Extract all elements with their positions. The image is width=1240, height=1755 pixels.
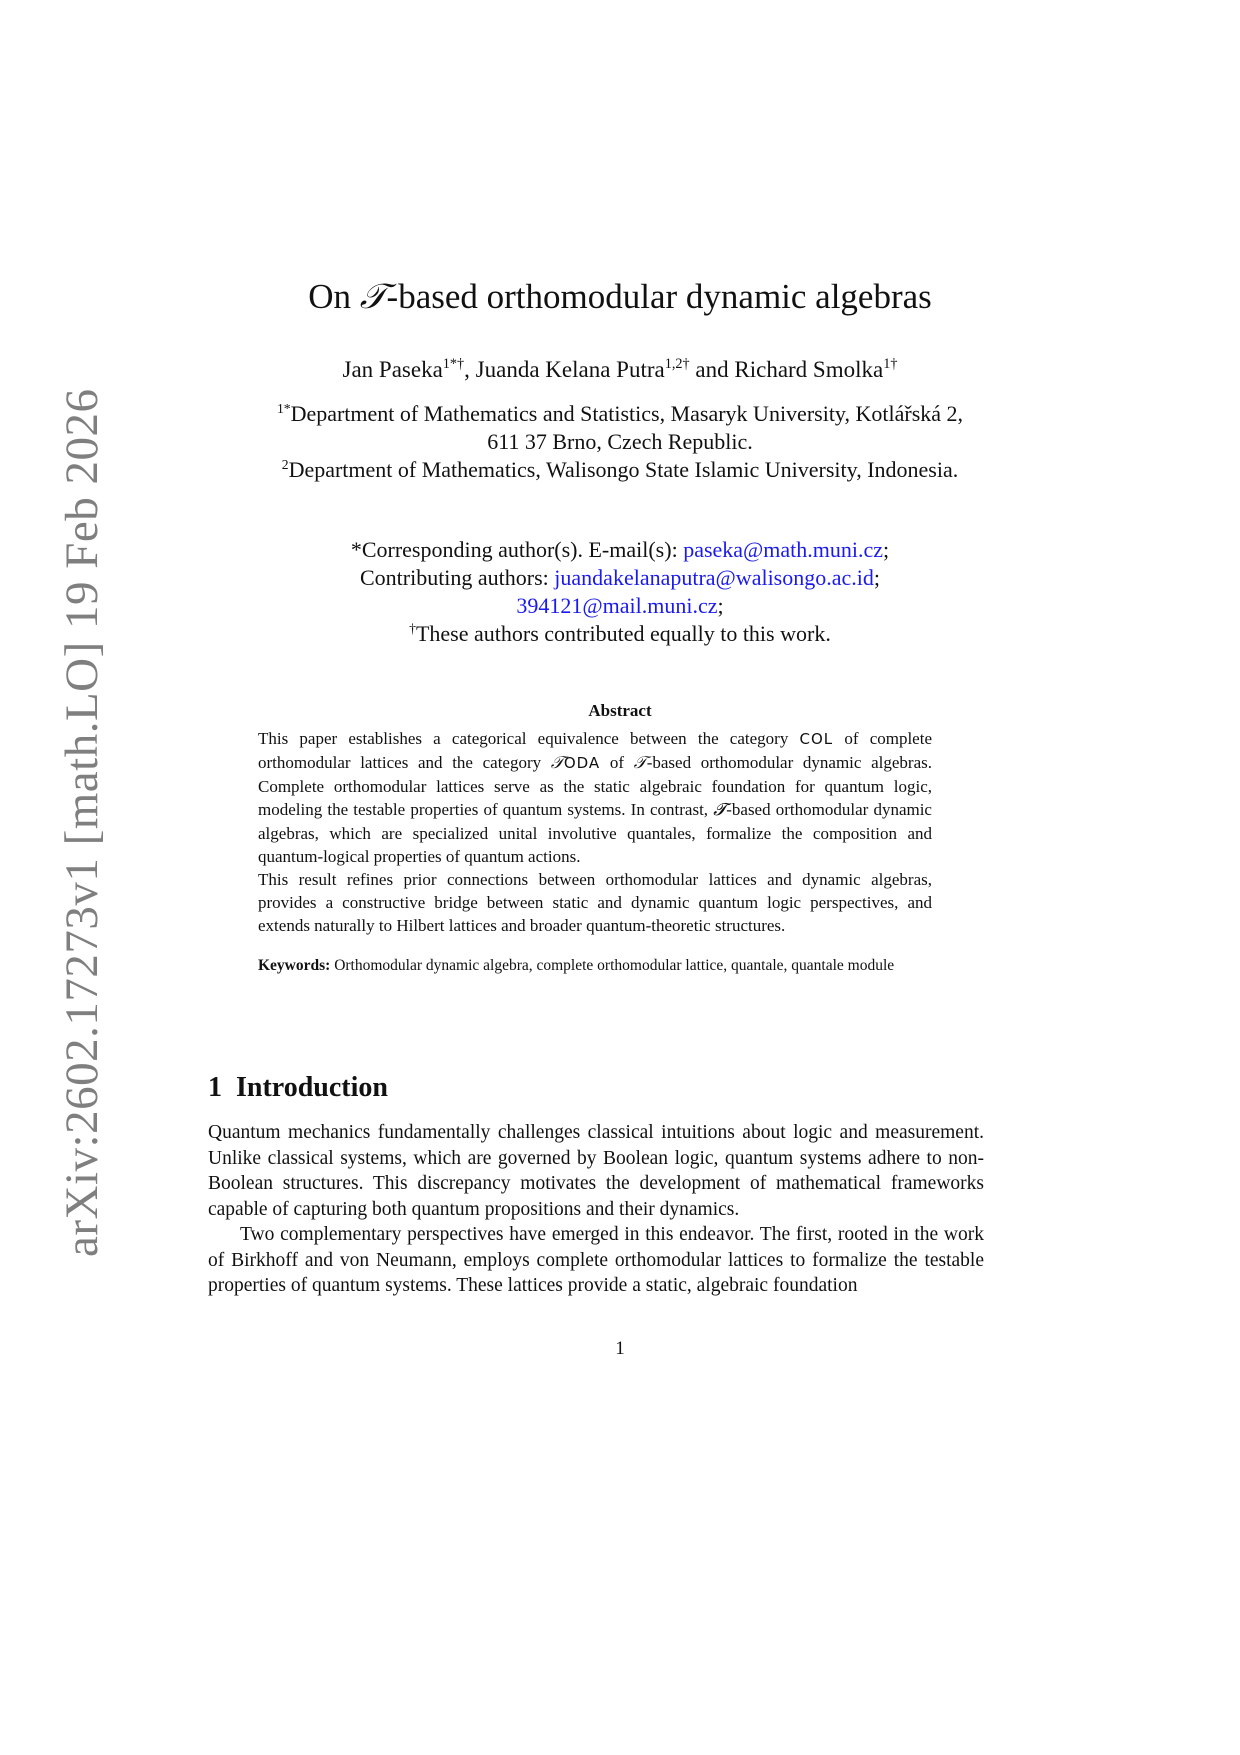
dagger-mark: † [409, 620, 416, 636]
author-list [200, 355, 1040, 385]
affiliation-line: 611 37 Brno, Czech Republic. [487, 429, 753, 454]
author-affiliation-mark: 1,2† [664, 356, 690, 373]
author-name: Juanda Kelana Putra [475, 357, 665, 382]
t-bold-symbol: 𝓣 [713, 800, 727, 820]
separator: ; [883, 537, 890, 562]
category-col-symbol: COL [799, 730, 834, 748]
contributing-email-link[interactable]: juandakelanaputra@walisongo.ac.id [554, 565, 874, 590]
author-separator: , [464, 357, 476, 382]
category-oda-symbol: ODA [563, 754, 601, 772]
correspondence-block [200, 536, 1040, 648]
title-suffix: -based orthomodular dynamic algebras [386, 277, 932, 316]
affiliation-mark: 2 [281, 456, 289, 472]
affiliation-line: Department of Mathematics and Statistics, Masaryk University, Kotlářská 2, [290, 401, 964, 426]
keywords [258, 955, 932, 976]
title-prefix: On [308, 277, 360, 316]
affiliations [200, 400, 1040, 484]
keywords-label: Keywords: [258, 957, 331, 974]
abstract-text: -based orthomodular dynamic algebras, which are specialized unital involutive quantales, formalize the composition and quantum-logical properties of quantum actions. [258, 800, 932, 866]
section-heading [208, 1070, 388, 1106]
arxiv-identifier-stamp: arXiv:2602.17273v1 [math.LO] 19 Feb 2026 [56, 388, 108, 1257]
title-symbol: 𝒯 [359, 277, 387, 317]
abstract-text: of complete orthomodular lattices and the category [258, 729, 932, 772]
separator: ; [717, 593, 724, 618]
equal-contribution-note [200, 620, 1040, 648]
author-affiliation-mark: 1*† [442, 356, 465, 373]
keywords-text: Orthomodular dynamic algebra, complete orthomodular lattice, quantale, quantale module [330, 957, 895, 974]
author-name: Jan Paseka [342, 357, 443, 382]
author-affiliation-mark: 1† [883, 356, 898, 373]
abstract-text: -based orthomodular dynamic algebras. Complete orthomodular lattices serve as the static algebraic foundation for quantum logic, modeling the testable properties of quantum systems. In contrast, [258, 753, 932, 819]
corresponding-author-line [200, 536, 1040, 564]
section-title: Introduction [236, 1072, 388, 1103]
abstract-text: of [600, 753, 634, 772]
body-paragraph: Quantum mechanics fundamentally challenges classical intuitions about logic and measurement. Unlike classical systems, which are governed by Boolean logic, quantum systems adhere to non-Boolean structures. This discrepancy motivates the development of mathematical frameworks capable of capturing both quantum propositions and their dynamics. [208, 1122, 984, 1220]
author-name: Richard Smolka [734, 357, 884, 382]
abstract-body [258, 727, 932, 937]
affiliation [200, 456, 1040, 484]
contributing-email-link[interactable]: 394121@mail.muni.cz [516, 593, 718, 618]
corresponding-label: *Corresponding author(s). E-mail(s): [350, 537, 684, 562]
affiliation [200, 400, 1040, 428]
author-separator: and [689, 357, 735, 382]
equal-contribution-text: These authors contributed equally to this work. [415, 621, 831, 646]
t-script-symbol: 𝒯 [633, 753, 647, 773]
separator: ; [873, 565, 881, 590]
abstract-heading: Abstract [588, 701, 652, 720]
body-paragraph: Two complementary perspectives have emerged in this endeavor. The first, rooted in the work of Birkhoff and von Neumann, employs complete orthomodular lattices to formalize the testable properties of quantum systems. These lattices provide a static, algebraic foundation [208, 1224, 984, 1296]
abstract-text: This paper establishes a categorical equivalence between the category [258, 729, 800, 748]
contributing-label: Contributing authors: [359, 565, 555, 590]
contributing-authors-line [200, 564, 1040, 592]
paper-title [200, 275, 1040, 319]
affiliation-line: Department of Mathematics, Walisongo State Islamic University, Indonesia. [288, 457, 959, 482]
page-number: 1 [615, 1338, 625, 1359]
section-number: 1 [208, 1072, 222, 1103]
contributing-authors-line-2 [200, 592, 1040, 620]
affiliation-mark: 1* [276, 400, 291, 416]
introduction-body [208, 1120, 984, 1299]
category-t-symbol: 𝒯 [550, 753, 564, 773]
abstract-paragraph: This result refines prior connections between orthomodular lattices and dynamic algebras, provides a constructive bridge between static and dynamic quantum logic perspectives, and extends naturally to Hilbert lattices and broader quantum-theoretic structures. [258, 870, 932, 935]
corresponding-email-link[interactable]: paseka@math.muni.cz [683, 537, 884, 562]
abstract-paragraph [258, 727, 932, 868]
